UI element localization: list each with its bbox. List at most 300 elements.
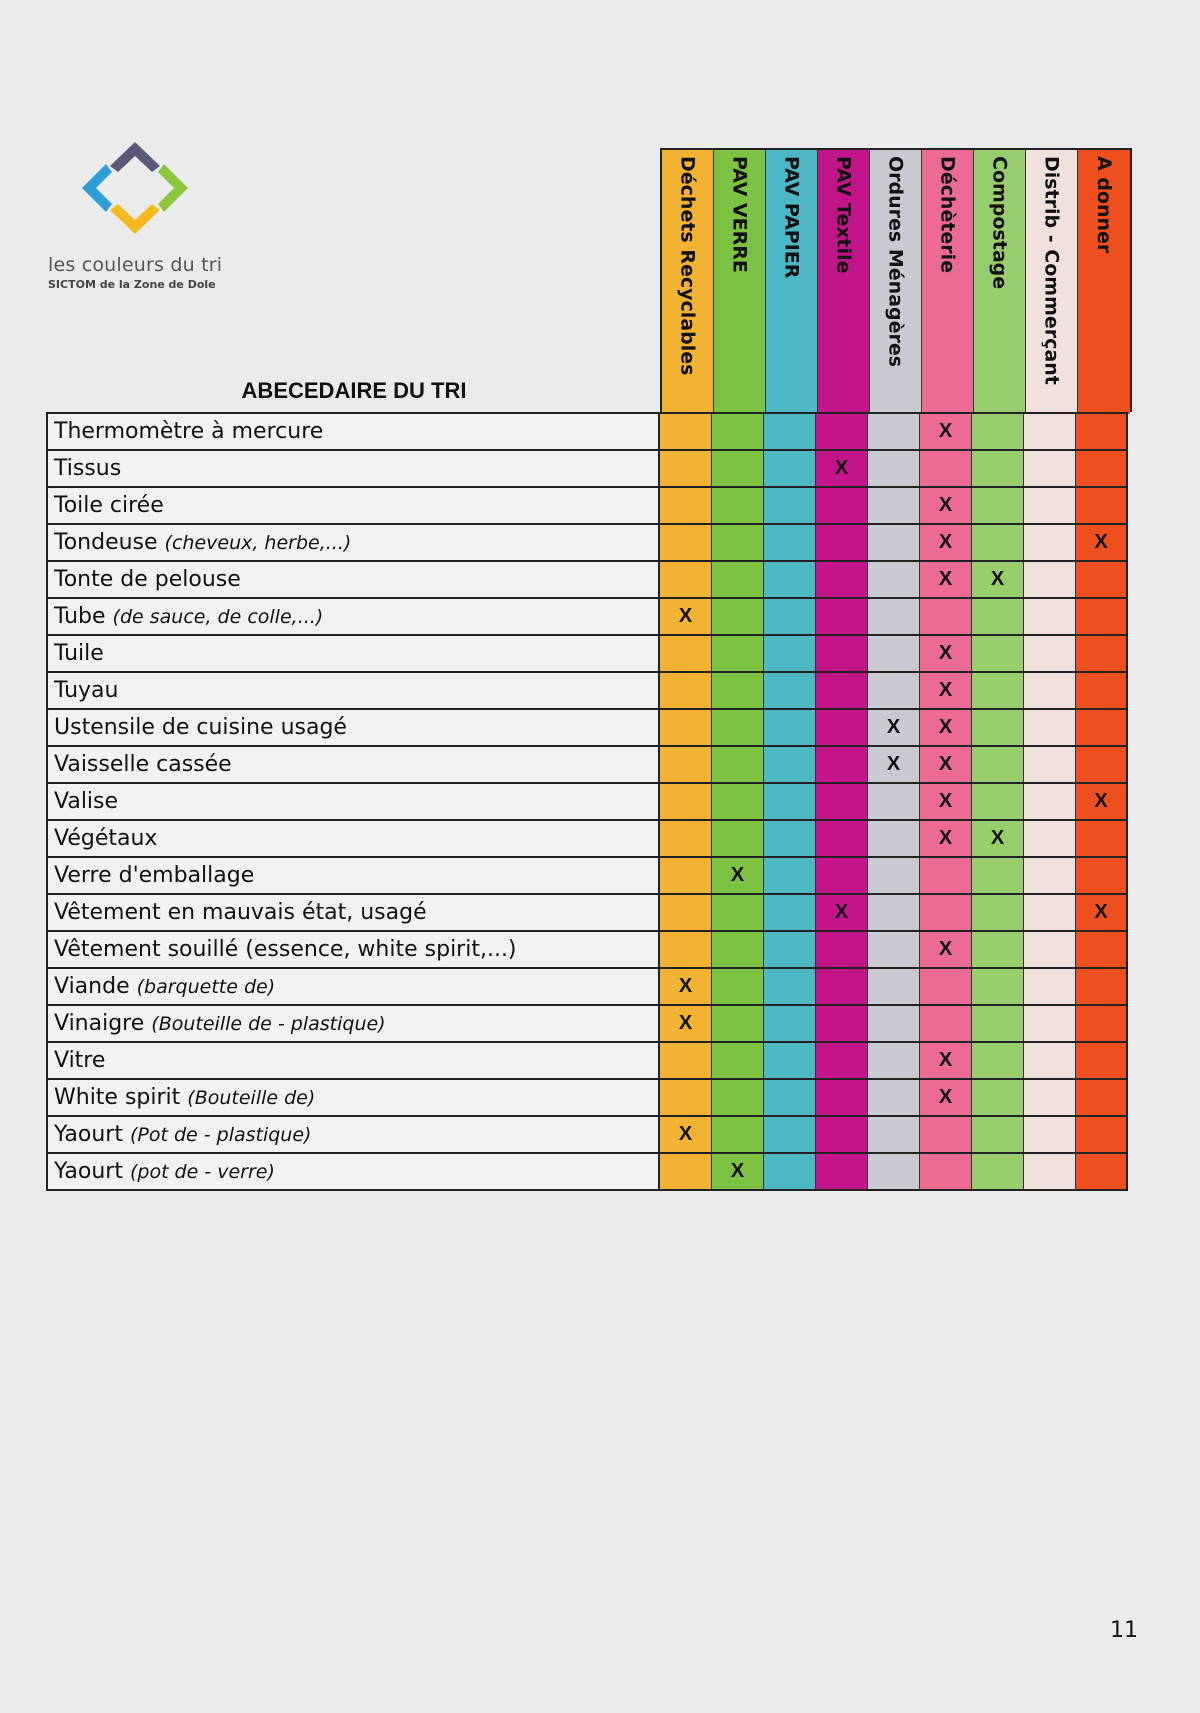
- table-cell: [1024, 969, 1076, 1004]
- table-cell: [712, 932, 764, 967]
- item-label: Toile cirée: [54, 493, 164, 518]
- column-headers: [660, 148, 1132, 412]
- table-cell: [1076, 673, 1128, 708]
- table-cell: [816, 636, 868, 671]
- table-cell: [1024, 747, 1076, 782]
- table-row: [46, 1117, 1128, 1154]
- table-cell: [712, 414, 764, 449]
- table-row: [46, 525, 1128, 562]
- table-cell: [920, 1006, 972, 1041]
- table-cell: [868, 636, 920, 671]
- item-note: (Pot de - plastique): [129, 1124, 312, 1146]
- table-cell: [764, 1006, 816, 1041]
- table-cell: [1076, 451, 1128, 486]
- table-cell: [868, 895, 920, 930]
- item-note: (pot de - verre): [129, 1161, 275, 1183]
- table-cell: [660, 562, 712, 597]
- item-label: Vêtement souillé (essence, white spirit,...): [54, 937, 517, 962]
- table-cell: [920, 599, 972, 634]
- table-cell: [1076, 525, 1128, 560]
- table-cell: [764, 784, 816, 819]
- table-cell: [972, 1154, 1024, 1189]
- table-cell: [816, 932, 868, 967]
- item-label: Valise: [54, 789, 119, 814]
- item-label: Vitre: [54, 1048, 106, 1073]
- column-header-label: PAV VERRE: [728, 156, 751, 273]
- table-cell: [972, 562, 1024, 597]
- item-name: [46, 821, 660, 856]
- check-mark: X: [886, 753, 901, 775]
- table-cell: [920, 525, 972, 560]
- table-cell: [1076, 1154, 1128, 1189]
- table-row: [46, 821, 1128, 858]
- table-row: [46, 636, 1128, 673]
- check-mark: X: [938, 1049, 953, 1071]
- item-note: (Bouteille de): [187, 1087, 316, 1109]
- table-cell: [1024, 710, 1076, 745]
- table-row: [46, 451, 1128, 488]
- table-cell: [1076, 784, 1128, 819]
- check-mark: X: [938, 827, 953, 849]
- table-cell: [868, 1043, 920, 1078]
- table-row: [46, 1006, 1128, 1043]
- item-label: Tissus: [54, 456, 122, 481]
- table-cell: [816, 414, 868, 449]
- table-cell: [920, 673, 972, 708]
- table-cell: [972, 784, 1024, 819]
- check-mark: X: [938, 716, 953, 738]
- table-cell: [920, 932, 972, 967]
- item-name: [46, 1080, 660, 1115]
- table-cell: [920, 488, 972, 523]
- table-cell: [764, 1080, 816, 1115]
- check-mark: X: [886, 716, 901, 738]
- table-cell: [816, 599, 868, 634]
- item-note: (Bouteille de - plastique): [151, 1013, 386, 1035]
- table-cell: [972, 821, 1024, 856]
- item-name: [46, 1154, 660, 1189]
- table-cell: [764, 1117, 816, 1152]
- table-cell: [972, 969, 1024, 1004]
- table-cell: [660, 525, 712, 560]
- table-cell: [660, 858, 712, 893]
- table-cell: [712, 895, 764, 930]
- table-cell: [972, 932, 1024, 967]
- column-header: [662, 150, 714, 414]
- table-cell: [868, 710, 920, 745]
- table-cell: [1024, 1006, 1076, 1041]
- table-cell: [764, 821, 816, 856]
- table-cell: [1024, 1154, 1076, 1189]
- table-cell: [972, 414, 1024, 449]
- item-name: [46, 488, 660, 523]
- item-name: [46, 414, 660, 449]
- table-cell: [1024, 599, 1076, 634]
- item-note: (de sauce, de colle,...): [112, 606, 324, 628]
- item-name: [46, 525, 660, 560]
- table-cell: [1024, 932, 1076, 967]
- table-cell: [868, 1080, 920, 1115]
- logo-subtitle: SICTOM de la Zone de Dole: [48, 278, 216, 291]
- table-cell: [1024, 895, 1076, 930]
- table-cell: [972, 488, 1024, 523]
- table-cell: [816, 784, 868, 819]
- table-cell: [1024, 488, 1076, 523]
- table-cell: [712, 858, 764, 893]
- table-cell: [660, 1117, 712, 1152]
- table-cell: [764, 710, 816, 745]
- table-cell: [712, 821, 764, 856]
- table-cell: [660, 1043, 712, 1078]
- table-cell: [816, 525, 868, 560]
- table-row: [46, 784, 1128, 821]
- table-cell: [920, 562, 972, 597]
- table-cell: [1076, 821, 1128, 856]
- table-cell: [972, 599, 1024, 634]
- check-mark: X: [678, 1012, 693, 1034]
- table-cell: [868, 858, 920, 893]
- item-name: [46, 1006, 660, 1041]
- table-cell: [868, 599, 920, 634]
- table-cell: [764, 969, 816, 1004]
- column-header-label: PAV Textile: [832, 156, 855, 274]
- check-mark: X: [990, 568, 1005, 590]
- table-cell: [712, 599, 764, 634]
- item-note: (barquette de): [136, 976, 276, 998]
- table-cell: [764, 562, 816, 597]
- table-cell: [712, 1154, 764, 1189]
- table-cell: [868, 451, 920, 486]
- item-label: Tondeuse: [54, 530, 158, 555]
- column-header-label: PAV PAPIER: [780, 156, 803, 279]
- table-cell: [972, 858, 1024, 893]
- table-cell: [1024, 414, 1076, 449]
- table-cell: [712, 1006, 764, 1041]
- table-row: [46, 1154, 1128, 1191]
- logo-icon: [80, 140, 190, 236]
- table-row: [46, 488, 1128, 525]
- item-name: [46, 710, 660, 745]
- column-header-label: Distrib - Commerçant: [1040, 156, 1063, 385]
- column-header-label: Déchets Recyclables: [676, 156, 699, 376]
- check-mark: X: [938, 568, 953, 590]
- table-cell: [1024, 1117, 1076, 1152]
- table-row: [46, 747, 1128, 784]
- table-cell: [816, 821, 868, 856]
- table-cell: [1076, 1006, 1128, 1041]
- check-mark: X: [938, 790, 953, 812]
- table-cell: [712, 1043, 764, 1078]
- check-mark: X: [1094, 901, 1108, 923]
- table-cell: [920, 895, 972, 930]
- table-cell: [1024, 784, 1076, 819]
- table-cell: [764, 599, 816, 634]
- item-name: [46, 784, 660, 819]
- column-header: [766, 150, 818, 414]
- table-cell: [1076, 932, 1128, 967]
- table-cell: [712, 451, 764, 486]
- table-cell: [920, 414, 972, 449]
- table-cell: [660, 673, 712, 708]
- table-cell: [868, 969, 920, 1004]
- item-name: [46, 673, 660, 708]
- table-cell: [920, 821, 972, 856]
- check-mark: X: [938, 1086, 953, 1108]
- table-cell: [816, 673, 868, 708]
- item-label: Vinaigre: [54, 1011, 145, 1036]
- item-label: White spirit: [54, 1085, 181, 1110]
- table-cell: [816, 1006, 868, 1041]
- item-label: Vaisselle cassée: [54, 752, 232, 777]
- table-cell: [712, 1080, 764, 1115]
- table-cell: [764, 747, 816, 782]
- check-mark: X: [938, 494, 953, 516]
- item-note: (cheveux, herbe,...): [164, 532, 352, 554]
- table-cell: [816, 858, 868, 893]
- table-cell: [712, 673, 764, 708]
- table-cell: [660, 1006, 712, 1041]
- table-cell: [712, 747, 764, 782]
- column-header: [870, 150, 922, 414]
- table-cell: [972, 1080, 1024, 1115]
- table-cell: [712, 1117, 764, 1152]
- table-cell: [972, 673, 1024, 708]
- table-cell: [816, 1154, 868, 1189]
- table-cell: [1076, 599, 1128, 634]
- table-cell: [660, 932, 712, 967]
- table-cell: [816, 562, 868, 597]
- table-cell: [1024, 1043, 1076, 1078]
- table-cell: [712, 636, 764, 671]
- table-row: [46, 969, 1128, 1006]
- table-cell: [764, 932, 816, 967]
- table-cell: [920, 451, 972, 486]
- table-cell: [868, 821, 920, 856]
- table-cell: [660, 414, 712, 449]
- table-cell: [1076, 895, 1128, 930]
- item-name: [46, 932, 660, 967]
- column-header: [818, 150, 870, 414]
- column-header-label: A donner: [1093, 156, 1115, 254]
- check-mark: X: [730, 864, 745, 886]
- table-cell: [764, 414, 816, 449]
- check-mark: X: [938, 531, 953, 553]
- table-cell: [1076, 636, 1128, 671]
- check-mark: X: [1094, 531, 1108, 553]
- table-cell: [764, 1154, 816, 1189]
- table-cell: [1076, 488, 1128, 523]
- table-cell: [868, 747, 920, 782]
- check-mark: X: [1094, 790, 1108, 812]
- table-cell: [1024, 673, 1076, 708]
- item-name: [46, 969, 660, 1004]
- table-cell: [920, 1043, 972, 1078]
- column-header: [974, 150, 1026, 414]
- table-cell: [660, 1154, 712, 1189]
- table-cell: [764, 451, 816, 486]
- item-label: Végétaux: [54, 826, 158, 851]
- column-header-label: Ordures Ménagères: [884, 156, 907, 368]
- check-mark: X: [678, 1123, 693, 1145]
- item-label: Yaourt: [54, 1122, 123, 1147]
- item-name: [46, 451, 660, 486]
- table-cell: [920, 710, 972, 745]
- item-label: Tuile: [54, 641, 104, 666]
- table-cell: [868, 1006, 920, 1041]
- table-cell: [660, 784, 712, 819]
- check-mark: X: [938, 938, 953, 960]
- table-cell: [764, 673, 816, 708]
- logo-title: les couleurs du tri: [48, 254, 223, 276]
- table-cell: [920, 969, 972, 1004]
- check-mark: X: [938, 420, 953, 442]
- table-cell: [660, 969, 712, 1004]
- document-title: ABECEDAIRE DU TRI: [241, 378, 467, 403]
- check-mark: X: [834, 901, 849, 923]
- table-cell: [816, 710, 868, 745]
- table-cell: [972, 1117, 1024, 1152]
- table-row: [46, 562, 1128, 599]
- table-cell: [660, 710, 712, 745]
- item-label: Verre d'emballage: [54, 863, 255, 888]
- table-cell: [1076, 1043, 1128, 1078]
- item-label: Ustensile de cuisine usagé: [54, 715, 347, 740]
- item-label: Tuyau: [54, 678, 119, 703]
- item-label: Tonte de pelouse: [54, 567, 241, 592]
- table-cell: [816, 747, 868, 782]
- table-cell: [816, 1080, 868, 1115]
- table-cell: [1024, 636, 1076, 671]
- table-cell: [764, 1043, 816, 1078]
- table-cell: [1076, 562, 1128, 597]
- table-cell: [660, 895, 712, 930]
- table-row: [46, 1080, 1128, 1117]
- table-cell: [1024, 451, 1076, 486]
- table-row: [46, 710, 1128, 747]
- table-cell: [712, 488, 764, 523]
- check-mark: X: [990, 827, 1005, 849]
- item-label: Vêtement en mauvais état, usagé: [54, 900, 427, 925]
- table-cell: [660, 1080, 712, 1115]
- check-mark: X: [938, 679, 953, 701]
- check-mark: X: [730, 1160, 745, 1182]
- table-cell: [816, 1043, 868, 1078]
- check-mark: X: [938, 642, 953, 664]
- table-cell: [1024, 525, 1076, 560]
- table-cell: [1076, 858, 1128, 893]
- table-cell: [1076, 747, 1128, 782]
- table-cell: [712, 710, 764, 745]
- table-cell: [868, 673, 920, 708]
- table-cell: [764, 895, 816, 930]
- item-name: [46, 895, 660, 930]
- table-cell: [920, 858, 972, 893]
- column-header: [922, 150, 974, 414]
- item-name: [46, 599, 660, 634]
- table-cell: [868, 784, 920, 819]
- table-row: [46, 1043, 1128, 1080]
- page-number: 11: [1110, 1618, 1138, 1643]
- table-row: [46, 932, 1128, 969]
- logo: [48, 140, 248, 291]
- column-header: [714, 150, 766, 414]
- table-cell: [1076, 1117, 1128, 1152]
- check-mark: X: [678, 605, 693, 627]
- table-cell: [816, 1117, 868, 1152]
- table-cell: [972, 710, 1024, 745]
- table-cell: [764, 636, 816, 671]
- column-header: [1026, 150, 1078, 414]
- item-label: Tube: [54, 604, 106, 629]
- table-cell: [660, 451, 712, 486]
- table-cell: [972, 1043, 1024, 1078]
- table-cell: [660, 488, 712, 523]
- table-cell: [1024, 858, 1076, 893]
- table-cell: [868, 562, 920, 597]
- item-name: [46, 636, 660, 671]
- table-cell: [1076, 710, 1128, 745]
- table-cell: [816, 895, 868, 930]
- item-name: [46, 858, 660, 893]
- item-name: [46, 1117, 660, 1152]
- table-cell: [764, 525, 816, 560]
- check-mark: X: [834, 457, 849, 479]
- table-cell: [972, 636, 1024, 671]
- table-cell: [1076, 1080, 1128, 1115]
- table-row: [46, 599, 1128, 636]
- table-cell: [920, 1154, 972, 1189]
- table-cell: [1076, 969, 1128, 1004]
- table-cell: [816, 488, 868, 523]
- table-cell: [972, 895, 1024, 930]
- table-cell: [868, 414, 920, 449]
- column-header: [1078, 150, 1130, 414]
- table-cell: [868, 932, 920, 967]
- table-row: [46, 895, 1128, 932]
- table-cell: [972, 747, 1024, 782]
- table-cell: [920, 636, 972, 671]
- check-mark: X: [938, 753, 953, 775]
- table-cell: [868, 488, 920, 523]
- table-cell: [712, 969, 764, 1004]
- table-cell: [972, 525, 1024, 560]
- table-row: [46, 414, 1128, 451]
- table-cell: [868, 1154, 920, 1189]
- check-mark: X: [678, 975, 693, 997]
- table-cell: [660, 747, 712, 782]
- item-name: [46, 1043, 660, 1078]
- column-header-label: Compostage: [988, 156, 1011, 290]
- table-row: [46, 858, 1128, 895]
- column-header-label: Déchèterie: [936, 156, 959, 274]
- table-cell: [660, 599, 712, 634]
- table-cell: [1024, 1080, 1076, 1115]
- table-cell: [920, 747, 972, 782]
- table-cell: [1024, 821, 1076, 856]
- sorting-table: [46, 412, 1128, 1191]
- item-label: Viande: [54, 974, 130, 999]
- table-cell: [868, 1117, 920, 1152]
- table-cell: [712, 525, 764, 560]
- item-label: Yaourt: [54, 1159, 123, 1184]
- table-cell: [764, 858, 816, 893]
- table-cell: [764, 488, 816, 523]
- item-label: Thermomètre à mercure: [54, 419, 324, 444]
- table-cell: [972, 1006, 1024, 1041]
- table-cell: [816, 451, 868, 486]
- table-cell: [816, 969, 868, 1004]
- table-cell: [920, 1117, 972, 1152]
